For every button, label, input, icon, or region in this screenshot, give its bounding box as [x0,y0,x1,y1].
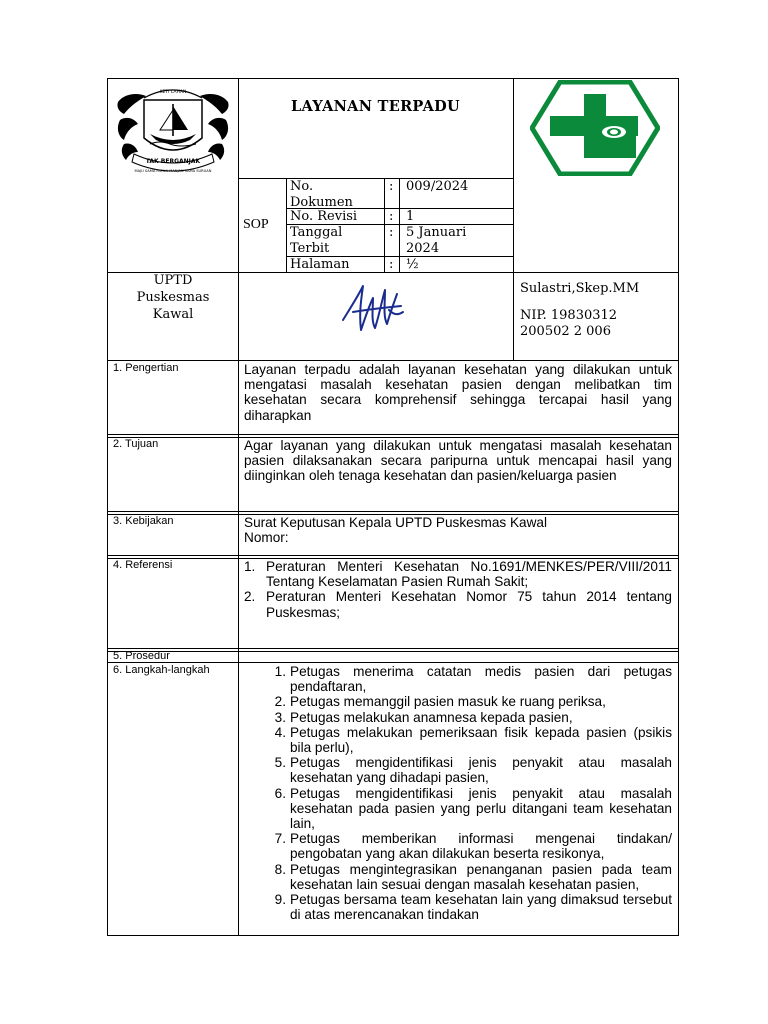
kebijakan-line: Surat Keputusan Kepala UPTD Puskesmas Kawal [244,515,547,530]
colon: : [389,257,394,272]
list-item: 7. Petugas memberikan informasi mengenai tindakan/ pengobatan yang akan dilakukan beserta resikonya, [274,831,672,862]
signer-nip: 200502 2 006 [520,324,611,339]
list-item: 1. Petugas menerima catatan medis pasien dari petugas pendaftaran, [274,664,672,695]
section-label-tujuan: 2. Tujuan [113,438,159,450]
section-label-kebijakan: 3. Kebijakan [113,515,174,527]
list-item: 8. Petugas mengintegrasikan penanganan pasien pada team kesehatan lain sesuai dengan masalah kesehatan pasien, [274,861,672,892]
revision-value: 1 [406,209,415,224]
section-label-pengertian: 1. Pengertian [113,362,179,374]
page-label: Halaman [290,257,350,272]
document-title: LAYANAN TERPADU [291,98,460,115]
colon: : [389,179,394,194]
section-text-kebijakan [244,515,672,545]
section-label-prosedur: 5. Prosedur [113,650,170,662]
signature [335,280,415,340]
puskesmas-logo [530,80,660,176]
section-list-langkah [266,664,672,934]
signer-name: Sulastri,Skep.MM [520,281,640,296]
regional-logo [110,80,236,176]
colon: : [389,209,394,224]
list-item: 9. Petugas bersama team kesehatan lain yang dimaksud tersebut di atas merencanakan tindakan [274,892,672,923]
list-item: 5. Petugas mengidentifikasi jenis penyakit atau masalah kesehatan yang dihadapi pasien, [274,755,672,786]
logo-bottom-text: MAJU SAMA PAHLA MANJAN SAMA SURUAN [134,169,212,173]
logo-top-text: KETI LAHAN [159,90,187,95]
organization-name: UPTD Puskesmas Kawal [136,273,210,322]
doc-number-value: 009/2024 [406,179,469,194]
list-item: 2. Petugas memanggil pasien masuk ke ruang periksa, [274,694,606,710]
list-item: 1. Peraturan Menteri Kesehatan No.1691/MENKES/PER/VIII/2011 Tentang Keselamatan Pasien Rumah Sakit; [244,559,672,590]
logo-motto: TAK BERGANJAK [145,158,201,165]
page-value: ½ [406,257,419,272]
section-text-tujuan: Agar layanan yang dilakukan untuk mengatasi masalah kesehatan pasien dilaksanakan secara paripurna untuk mencapai hasil yang diinginkan oleh tenaga kesehatan dan pasien/keluarga pasien [244,438,672,484]
section-list-referensi [244,559,672,620]
revision-label: No. Revisi [290,209,358,224]
sop-label: SOP [243,217,269,232]
section-text-pengertian: Layanan terpadu adalah layanan kesehatan yang dilakukan untuk mengatasi masalah kesehatan pasien dengan melibatkan tim kesehatan secara komprehensif sehingga tercapai hasil yang diharapkan [244,362,672,423]
section-label-referensi: 4. Referensi [113,559,173,571]
list-item: 2. Peraturan Menteri Kesehatan Nomor 75 tahun 2014 tentang Puskesmas; [244,589,672,620]
colon: : [389,225,394,240]
list-item: 6. Petugas mengidentifikasi jenis penyakit atau masalah kesehatan pada pasien yang perlu ditangani team kesehatan lain, [274,785,672,832]
section-label-langkah: 6. Langkah-langkah [113,664,210,676]
issue-date-label: Tanggal Terbit [290,225,343,256]
signer-nip: NIP. 19830312 [520,308,618,323]
list-item: 4. Petugas melakukan pemeriksaan fisik kepada pasien (psikis bila perlu), [274,724,672,756]
doc-number-label: No. Dokumen [290,179,353,210]
list-item: 3. Petugas melakukan anamnesa kepada pasien, [274,709,573,725]
issue-date-value: 5 Januari 2024 [406,225,467,256]
kebijakan-number-line: Nomor: [244,530,289,546]
